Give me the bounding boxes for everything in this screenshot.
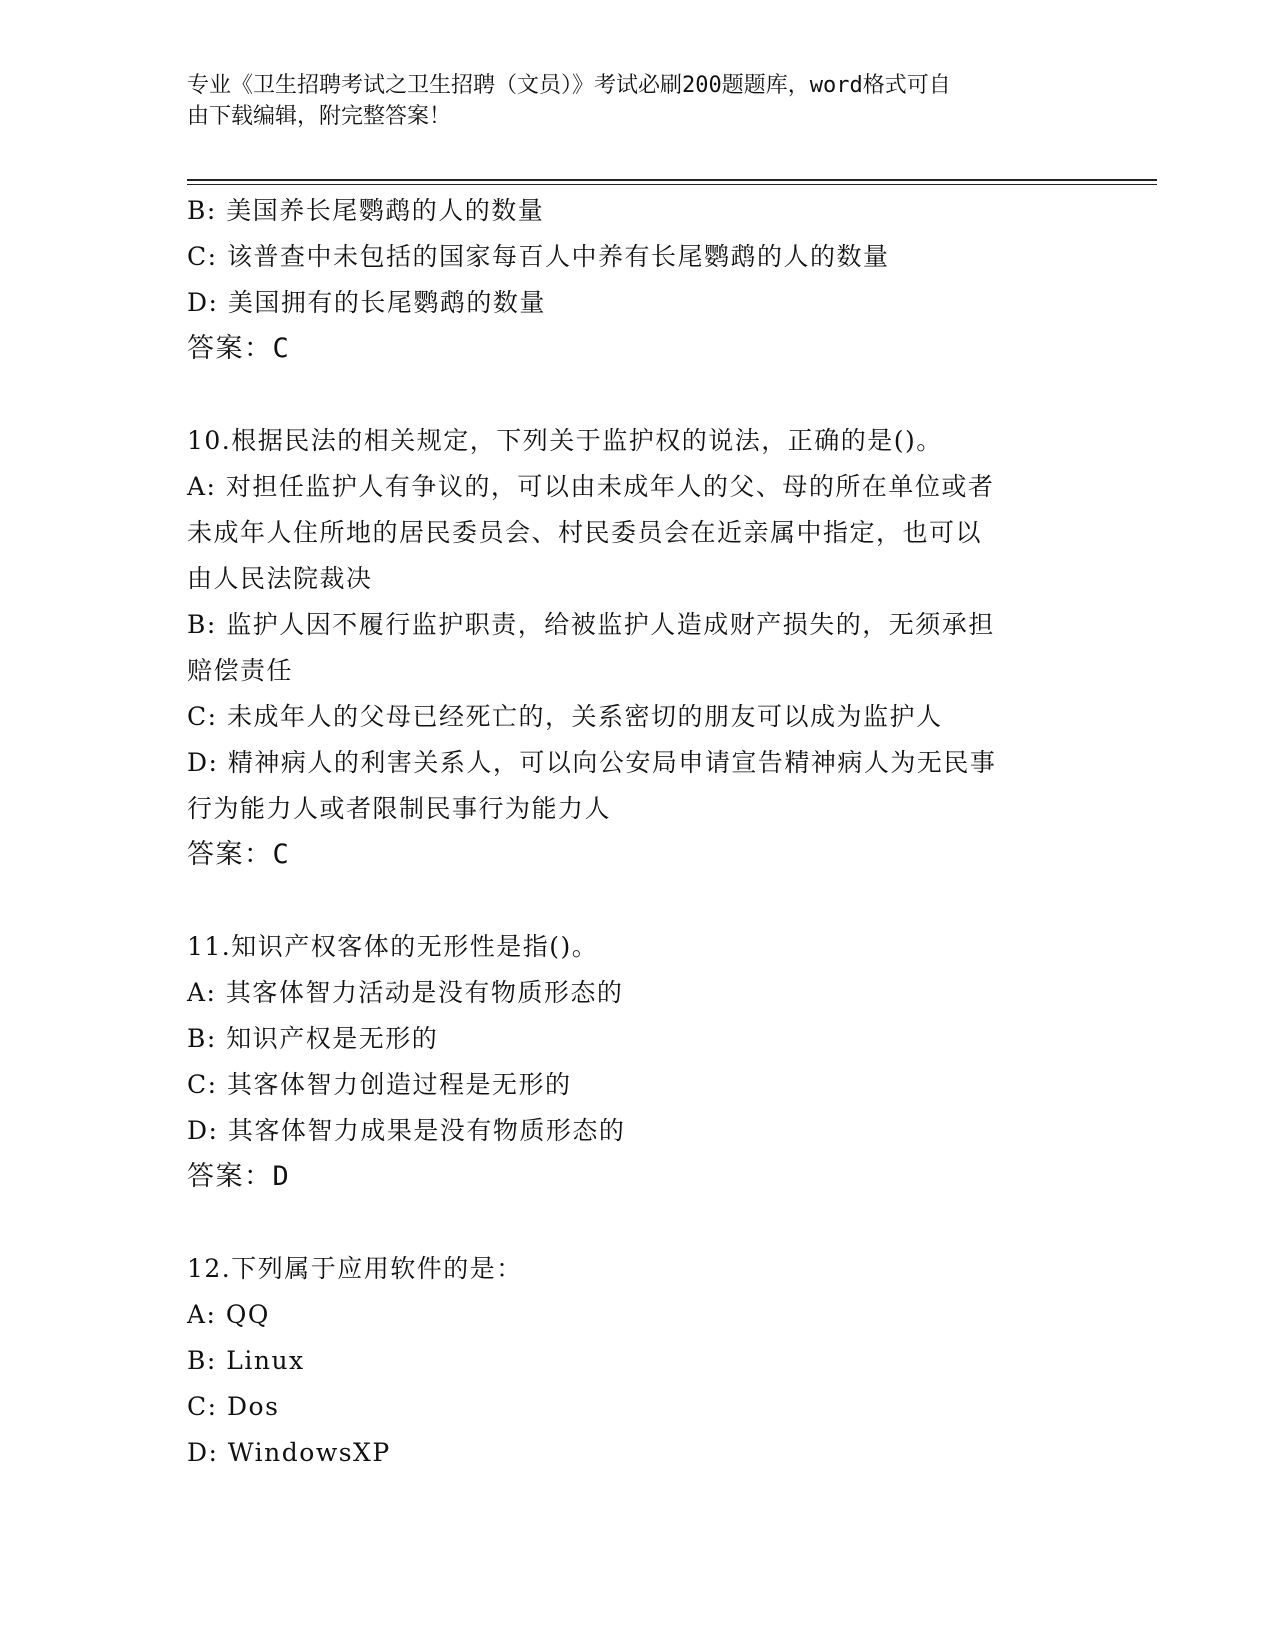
- document-header: [187, 70, 1077, 132]
- document-body: [187, 188, 1087, 1476]
- spacer: [187, 372, 1087, 418]
- spacer: [187, 1200, 1087, 1246]
- option-a: A: 其客体智力活动是没有物质形态的: [187, 978, 624, 1007]
- header-divider-thin: [187, 184, 1157, 185]
- question-text: 12.下列属于应用软件的是：: [187, 1254, 523, 1283]
- answer-value: C: [272, 333, 291, 364]
- option-d: D: WindowsXP: [187, 1438, 391, 1467]
- option-d-line-1: D: 精神病人的利害关系人，可以向公安局申请宣告精神病人为无民事: [187, 748, 997, 777]
- header-line-2: 由下载编辑，附完整答案！: [187, 104, 452, 129]
- header-divider: [187, 179, 1157, 181]
- question-text: 10.根据民法的相关规定，下列关于监护权的说法，正确的是()。: [187, 426, 943, 455]
- option-d: D: 其客体智力成果是没有物质形态的: [187, 1116, 626, 1145]
- answer-line: [187, 326, 1087, 372]
- option-c: C: 未成年人的父母已经死亡的，关系密切的朋友可以成为监护人: [187, 702, 943, 731]
- question-12: [187, 1246, 1087, 1476]
- option-a-line-1: A: 对担任监护人有争议的，可以由未成年人的父、母的所在单位或者: [187, 472, 995, 501]
- answer-line: [187, 1154, 1087, 1200]
- option-d-line-2: 行为能力人或者限制民事行为能力人: [187, 794, 612, 823]
- option-b: B: 知识产权是无形的: [187, 1024, 439, 1053]
- option-b-line-2: 赔偿责任: [187, 656, 294, 685]
- option-b: B: Linux: [187, 1346, 305, 1375]
- question-9-continued: [187, 188, 1087, 372]
- option-c: C: 其客体智力创造过程是无形的: [187, 1070, 572, 1099]
- option-a-line-3: 由人民法院裁决: [187, 564, 373, 593]
- option-a-line-2: 未成年人住所地的居民委员会、村民委员会在近亲属中指定，也可以: [187, 518, 983, 547]
- question-text: 11.知识产权客体的无形性是指()。: [187, 932, 599, 961]
- option-d: D: 美国拥有的长尾鹦鹉的数量: [187, 288, 546, 317]
- answer-label: 答案：: [187, 839, 273, 870]
- option-b: B: 美国养长尾鹦鹉的人的数量: [187, 196, 545, 225]
- answer-line: [187, 832, 1087, 878]
- answer-value: D: [272, 1161, 291, 1192]
- spacer: [187, 878, 1087, 924]
- option-c: C: Dos: [187, 1392, 280, 1421]
- option-a: A: QQ: [187, 1300, 270, 1329]
- header-line-1: 专业《卫生招聘考试之卫生招聘（文员）》考试必刷200题题库，word格式可自: [187, 73, 951, 98]
- answer-value: C: [272, 839, 291, 870]
- option-c: C: 该普查中未包括的国家每百人中养有长尾鹦鹉的人的数量: [187, 242, 890, 271]
- answer-label: 答案：: [187, 333, 273, 364]
- question-10: [187, 418, 1087, 878]
- option-b-line-1: B: 监护人因不履行监护职责，给被监护人造成财产损失的，无须承担: [187, 610, 995, 639]
- question-11: [187, 924, 1087, 1200]
- answer-label: 答案：: [187, 1161, 273, 1192]
